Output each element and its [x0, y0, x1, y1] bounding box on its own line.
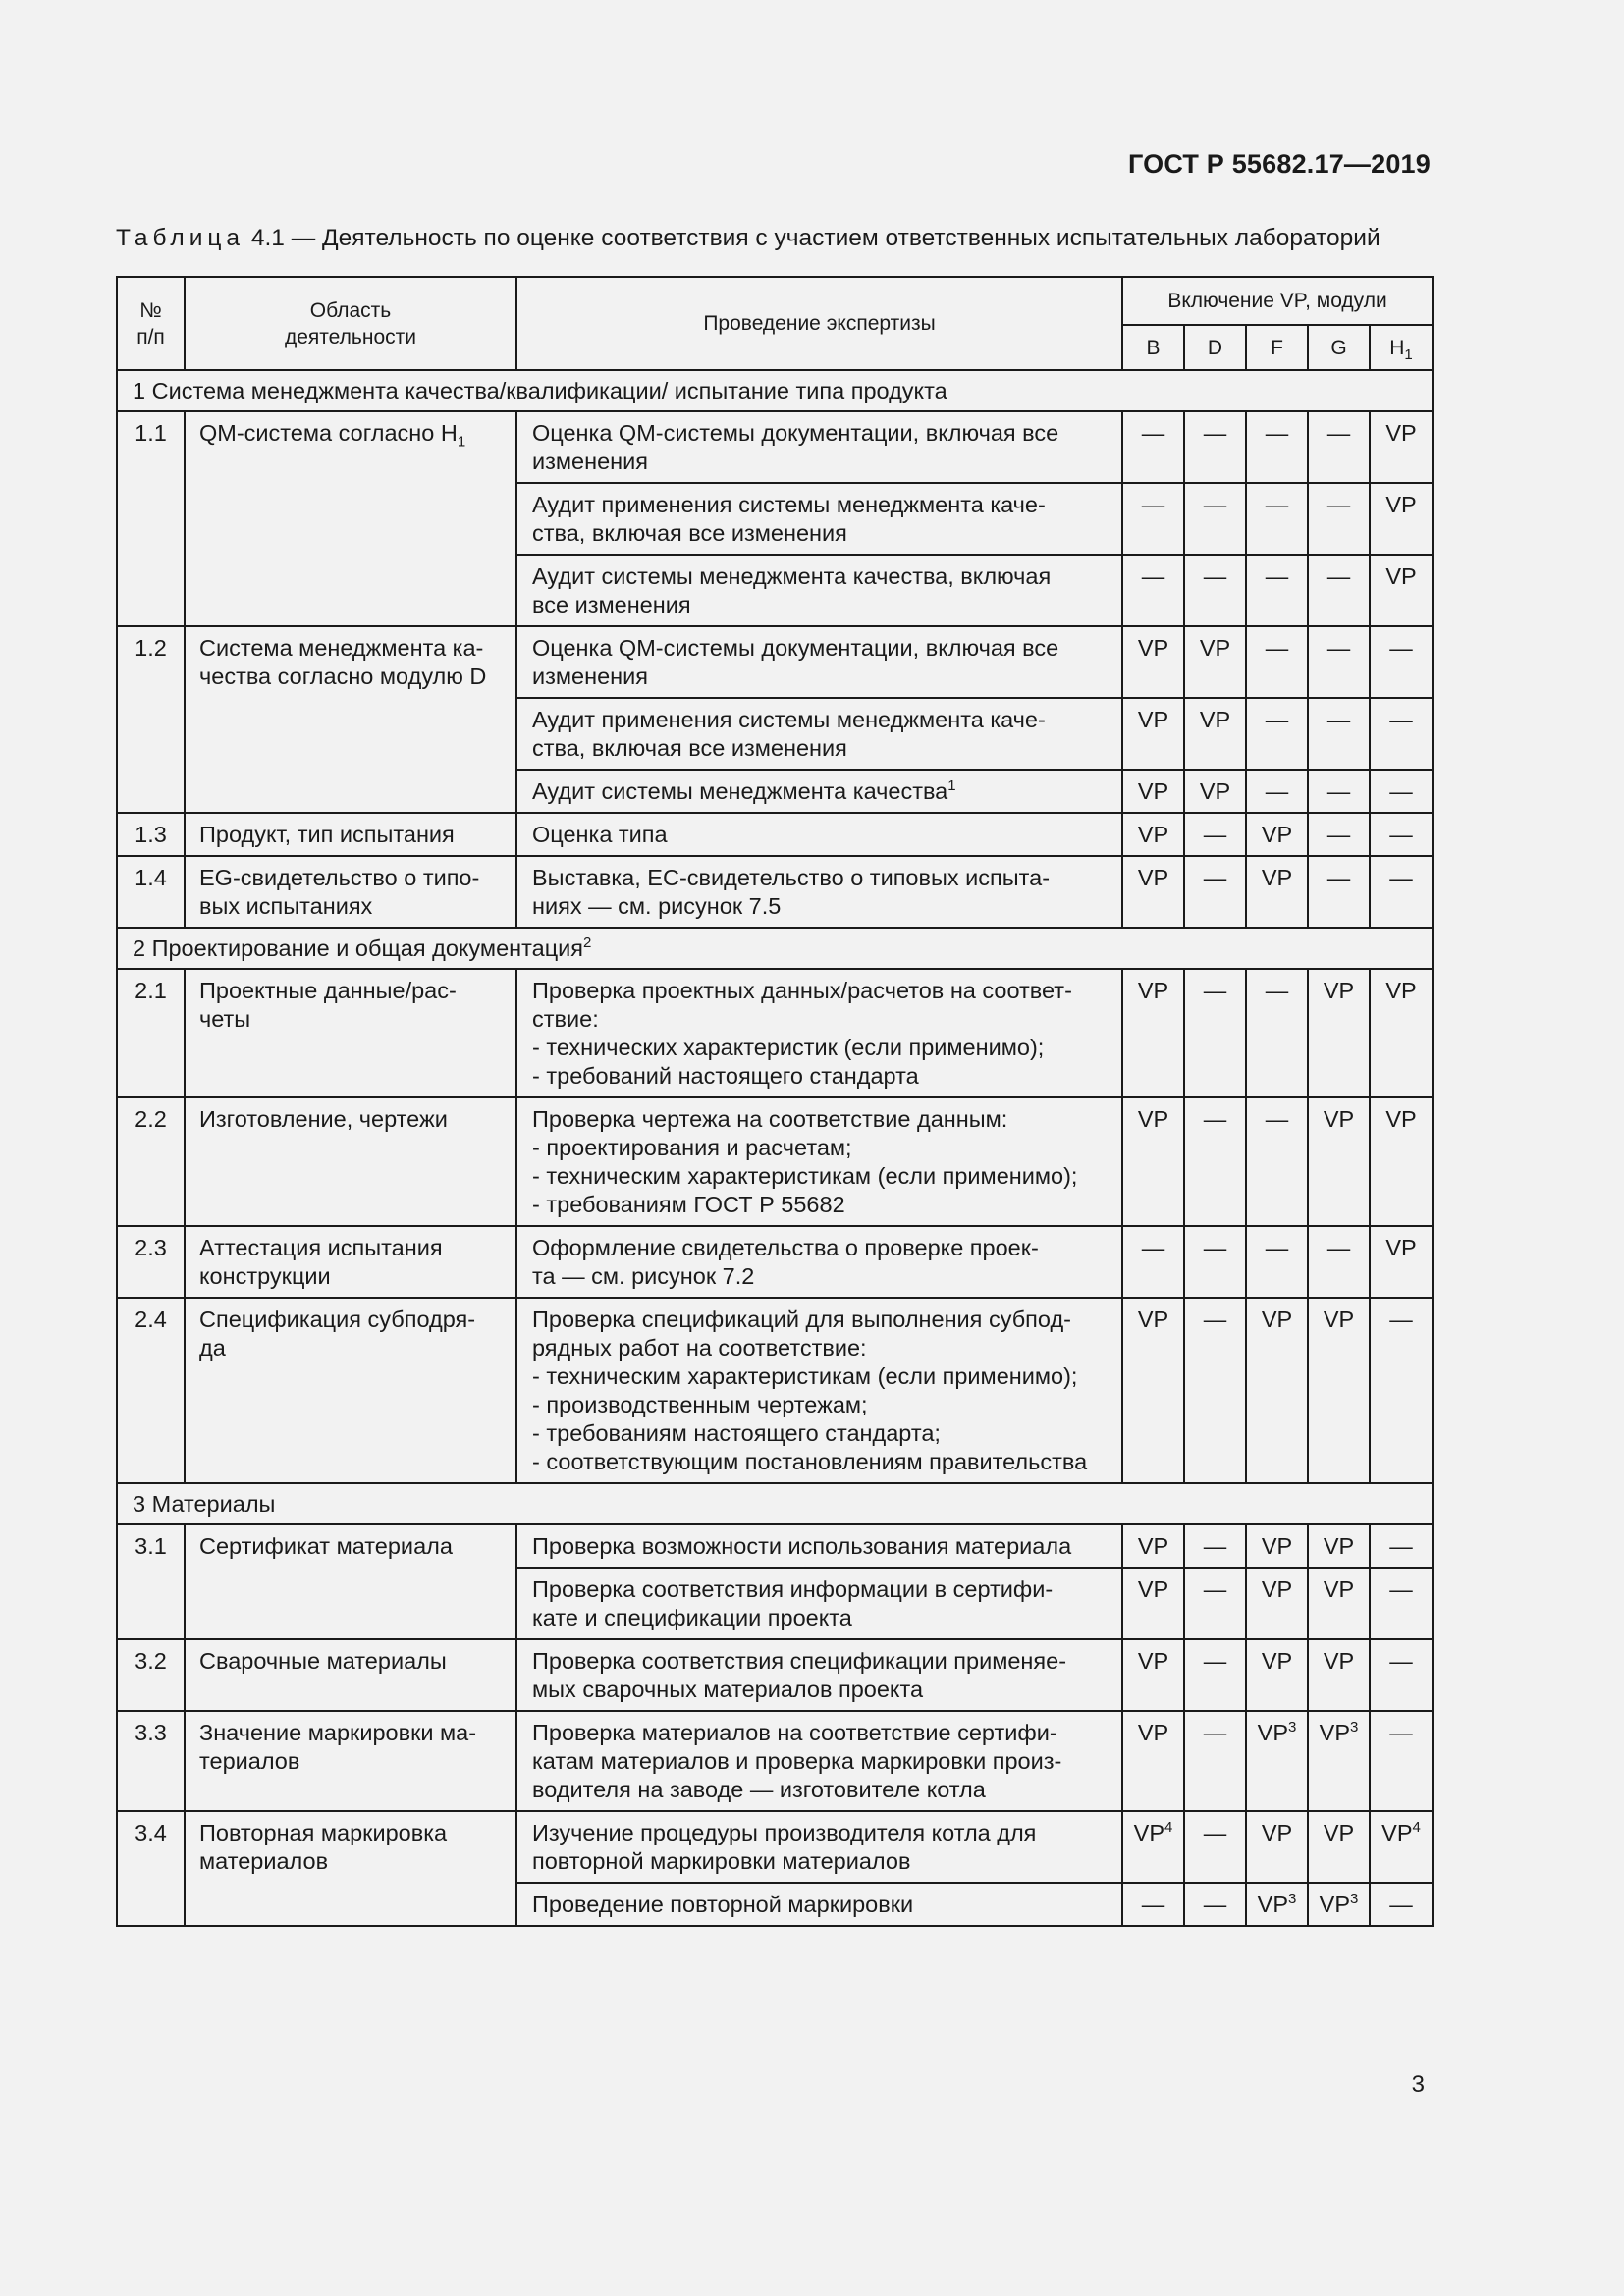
module-cell: VP: [1308, 1097, 1370, 1226]
module-cell: —: [1308, 626, 1370, 698]
conformity-table: [116, 276, 1434, 1927]
module-cell: VP: [1308, 1524, 1370, 1568]
module-cell: VP: [1370, 483, 1433, 555]
module-cell: —: [1370, 770, 1433, 813]
table-row: [117, 626, 1433, 698]
expertise-cell: Оценка типа: [516, 813, 1122, 856]
header-modules-group: Включение VP, модули: [1122, 277, 1433, 325]
expertise-cell: Проверка чертежа на соответствие данным: - проектирования и расчетам; - техническим характеристикам (если применимо); - требованиям ГОСТ Р 55682: [516, 1097, 1122, 1226]
header-num: № п/п: [117, 277, 185, 370]
row-number: 1.1: [117, 411, 185, 626]
header-module-3: G: [1308, 325, 1370, 370]
module-cell: —: [1246, 483, 1308, 555]
page-number: 3: [1411, 2071, 1425, 2098]
module-cell: —: [1184, 483, 1246, 555]
row-number: 2.4: [117, 1298, 185, 1483]
module-cell: —: [1184, 856, 1246, 928]
module-cell: $VP^4$: [1122, 1811, 1184, 1883]
expertise-cell: Проведение повторной маркировки: [516, 1883, 1122, 1926]
table-row: [117, 1226, 1433, 1298]
module-cell: VP: [1122, 969, 1184, 1097]
module-cell: —: [1122, 411, 1184, 483]
expertise-cell: Проверка соответствия спецификации применяе- мых сварочных материалов проекта: [516, 1639, 1122, 1711]
module-cell: —: [1370, 1568, 1433, 1639]
section-title: 3 Материалы: [117, 1483, 1433, 1524]
table-caption-label: Таблица: [116, 225, 245, 251]
module-cell: VP: [1246, 1639, 1308, 1711]
module-cell: $VP^3$: [1308, 1711, 1370, 1811]
activity-area: Изготовление, чертежи: [185, 1097, 516, 1226]
table-row: [117, 1524, 1433, 1568]
table-row: [117, 856, 1433, 928]
activity-area: Сварочные материалы: [185, 1639, 516, 1711]
module-cell: —: [1246, 1226, 1308, 1298]
section-row: [117, 1483, 1433, 1524]
section-row: [117, 928, 1433, 969]
module-cell: —: [1370, 1298, 1433, 1483]
module-cell: —: [1246, 411, 1308, 483]
module-cell: —: [1246, 1097, 1308, 1226]
header-area: Область деятельности: [185, 277, 516, 370]
table-caption: [116, 225, 1380, 252]
module-cell: —: [1308, 856, 1370, 928]
module-cell: —: [1122, 483, 1184, 555]
module-cell: VP: [1184, 626, 1246, 698]
expertise-cell: Выставка, ЕС-свидетельство о типовых испыта- ниях — см. рисунок 7.5: [516, 856, 1122, 928]
module-cell: —: [1370, 1711, 1433, 1811]
expertise-cell: Проверка материалов на соответствие сертифи- катам материалов и проверка маркировки произ- водителя на заводе — изготовителе котла: [516, 1711, 1122, 1811]
activity-area: Система менеджмента ка- чества согласно модулю D: [185, 626, 516, 813]
module-cell: VP: [1122, 1298, 1184, 1483]
module-cell: VP: [1308, 1811, 1370, 1883]
expertise-cell: Оценка QM-системы документации, включая все изменения: [516, 626, 1122, 698]
module-cell: —: [1246, 626, 1308, 698]
module-cell: $VP^4$: [1370, 1811, 1433, 1883]
module-cell: VP: [1370, 555, 1433, 626]
expertise-cell: Аудит применения системы менеджмента каче- ства, включая все изменения: [516, 698, 1122, 770]
module-cell: —: [1370, 1639, 1433, 1711]
module-cell: —: [1184, 1811, 1246, 1883]
module-cell: —: [1370, 856, 1433, 928]
module-cell: —: [1308, 813, 1370, 856]
module-cell: $VP^3$: [1308, 1883, 1370, 1926]
module-cell: —: [1122, 555, 1184, 626]
row-number: 3.1: [117, 1524, 185, 1639]
module-cell: —: [1184, 969, 1246, 1097]
module-cell: VP: [1370, 1097, 1433, 1226]
module-cell: —: [1122, 1226, 1184, 1298]
module-cell: —: [1370, 626, 1433, 698]
row-number: 2.3: [117, 1226, 185, 1298]
module-cell: —: [1184, 1298, 1246, 1483]
module-cell: —: [1308, 1226, 1370, 1298]
section-title: 2 Проектирование и общая документация$^2$: [117, 928, 1433, 969]
table-row: [117, 1298, 1433, 1483]
module-cell: VP: [1246, 1524, 1308, 1568]
module-cell: VP: [1122, 813, 1184, 856]
table-row: [117, 813, 1433, 856]
table-row: [117, 411, 1433, 483]
module-cell: —: [1370, 1883, 1433, 1926]
module-cell: —: [1308, 698, 1370, 770]
module-cell: —: [1184, 1524, 1246, 1568]
module-cell: VP: [1184, 770, 1246, 813]
module-cell: —: [1184, 1097, 1246, 1226]
table-caption-text: 4.1 — Деятельность по оценке соответствия с участием ответственных испытательных лабораторий: [250, 225, 1380, 251]
module-cell: —: [1184, 1711, 1246, 1811]
module-cell: —: [1246, 555, 1308, 626]
module-cell: —: [1370, 813, 1433, 856]
header-module-4: $H_1$: [1370, 325, 1433, 370]
row-number: 2.1: [117, 969, 185, 1097]
module-cell: —: [1184, 1639, 1246, 1711]
row-number: 3.2: [117, 1639, 185, 1711]
module-cell: VP: [1246, 813, 1308, 856]
module-cell: VP: [1122, 770, 1184, 813]
module-cell: VP: [1370, 411, 1433, 483]
module-cell: —: [1370, 698, 1433, 770]
header-exam: Проведение экспертизы: [516, 277, 1122, 370]
table-row: [117, 1097, 1433, 1226]
header-module-2: F: [1246, 325, 1308, 370]
header-module-1: D: [1184, 325, 1246, 370]
activity-area: Сертификат материала: [185, 1524, 516, 1639]
module-cell: VP: [1246, 1568, 1308, 1639]
module-cell: $VP^3$: [1246, 1711, 1308, 1811]
module-cell: VP: [1246, 856, 1308, 928]
module-cell: VP: [1308, 1298, 1370, 1483]
expertise-cell: Аудит применения системы менеджмента каче- ства, включая все изменения: [516, 483, 1122, 555]
row-number: 1.2: [117, 626, 185, 813]
module-cell: —: [1308, 555, 1370, 626]
activity-area: Аттестация испытания конструкции: [185, 1226, 516, 1298]
module-cell: —: [1246, 770, 1308, 813]
module-cell: —: [1308, 483, 1370, 555]
module-cell: —: [1246, 698, 1308, 770]
module-cell: —: [1184, 411, 1246, 483]
activity-area: Продукт, тип испытания: [185, 813, 516, 856]
activity-area: Повторная маркировка материалов: [185, 1811, 516, 1926]
header-module-0: B: [1122, 325, 1184, 370]
activity-area: EG-свидетельство о типо- вых испытаниях: [185, 856, 516, 928]
row-number: 1.3: [117, 813, 185, 856]
module-cell: VP: [1308, 969, 1370, 1097]
module-cell: VP: [1308, 1639, 1370, 1711]
expertise-cell: Проверка проектных данных/расчетов на соответ- ствие: - технических характеристик (если применимо); - требований настоящего стандарта: [516, 969, 1122, 1097]
expertise-cell: Проверка спецификаций для выполнения субпод- рядных работ на соответствие: - техническим характеристикам (если применимо); - производственным чертежам; - требованиям настоящего стандарта; - соответствующим постановлениям правительства: [516, 1298, 1122, 1483]
module-cell: VP: [1122, 1568, 1184, 1639]
section-title: 1 Система менеджмента качества/квалификации/ испытание типа продукта: [117, 370, 1433, 411]
module-cell: VP: [1122, 626, 1184, 698]
module-cell: VP: [1184, 698, 1246, 770]
activity-area: QM-система согласно $H_1$: [185, 411, 516, 626]
module-cell: —: [1370, 1524, 1433, 1568]
module-cell: —: [1184, 1226, 1246, 1298]
activity-area: Проектные данные/рас- четы: [185, 969, 516, 1097]
module-cell: VP: [1370, 1226, 1433, 1298]
expertise-cell: Проверка соответствия информации в сертифи- кате и спецификации проекта: [516, 1568, 1122, 1639]
module-cell: VP: [1122, 856, 1184, 928]
module-cell: —: [1184, 813, 1246, 856]
table-row: [117, 969, 1433, 1097]
module-cell: VP: [1122, 1097, 1184, 1226]
module-cell: VP: [1122, 1639, 1184, 1711]
table-row: [117, 1711, 1433, 1811]
module-cell: —: [1184, 1883, 1246, 1926]
activity-area: Спецификация субподря- да: [185, 1298, 516, 1483]
module-cell: VP: [1246, 1298, 1308, 1483]
module-cell: VP: [1246, 1811, 1308, 1883]
module-cell: VP: [1122, 698, 1184, 770]
module-cell: VP: [1370, 969, 1433, 1097]
module-cell: VP: [1122, 1524, 1184, 1568]
expertise-cell: Проверка возможности использования материала: [516, 1524, 1122, 1568]
table-row: [117, 1639, 1433, 1711]
expertise-cell: Аудит системы менеджмента качества, включая все изменения: [516, 555, 1122, 626]
module-cell: VP: [1122, 1711, 1184, 1811]
expertise-cell: Изучение процедуры производителя котла для повторной маркировки материалов: [516, 1811, 1122, 1883]
module-cell: —: [1308, 770, 1370, 813]
module-cell: —: [1122, 1883, 1184, 1926]
row-number: 1.4: [117, 856, 185, 928]
expertise-cell: Оформление свидетельства о проверке проек- та — см. рисунок 7.2: [516, 1226, 1122, 1298]
expertise-cell: Оценка QM-системы документации, включая все изменения: [516, 411, 1122, 483]
row-number: 3.4: [117, 1811, 185, 1926]
expertise-cell: Аудит системы менеджмента качества$^1$: [516, 770, 1122, 813]
document-id: ГОСТ Р 55682.17—2019: [1128, 149, 1431, 179]
section-row: [117, 370, 1433, 411]
module-cell: VP: [1308, 1568, 1370, 1639]
module-cell: —: [1184, 555, 1246, 626]
module-cell: —: [1246, 969, 1308, 1097]
table-row: [117, 1811, 1433, 1883]
module-cell: $VP^3$: [1246, 1883, 1308, 1926]
activity-area: Значение маркировки ма- териалов: [185, 1711, 516, 1811]
row-number: 2.2: [117, 1097, 185, 1226]
module-cell: —: [1308, 411, 1370, 483]
row-number: 3.3: [117, 1711, 185, 1811]
module-cell: —: [1184, 1568, 1246, 1639]
